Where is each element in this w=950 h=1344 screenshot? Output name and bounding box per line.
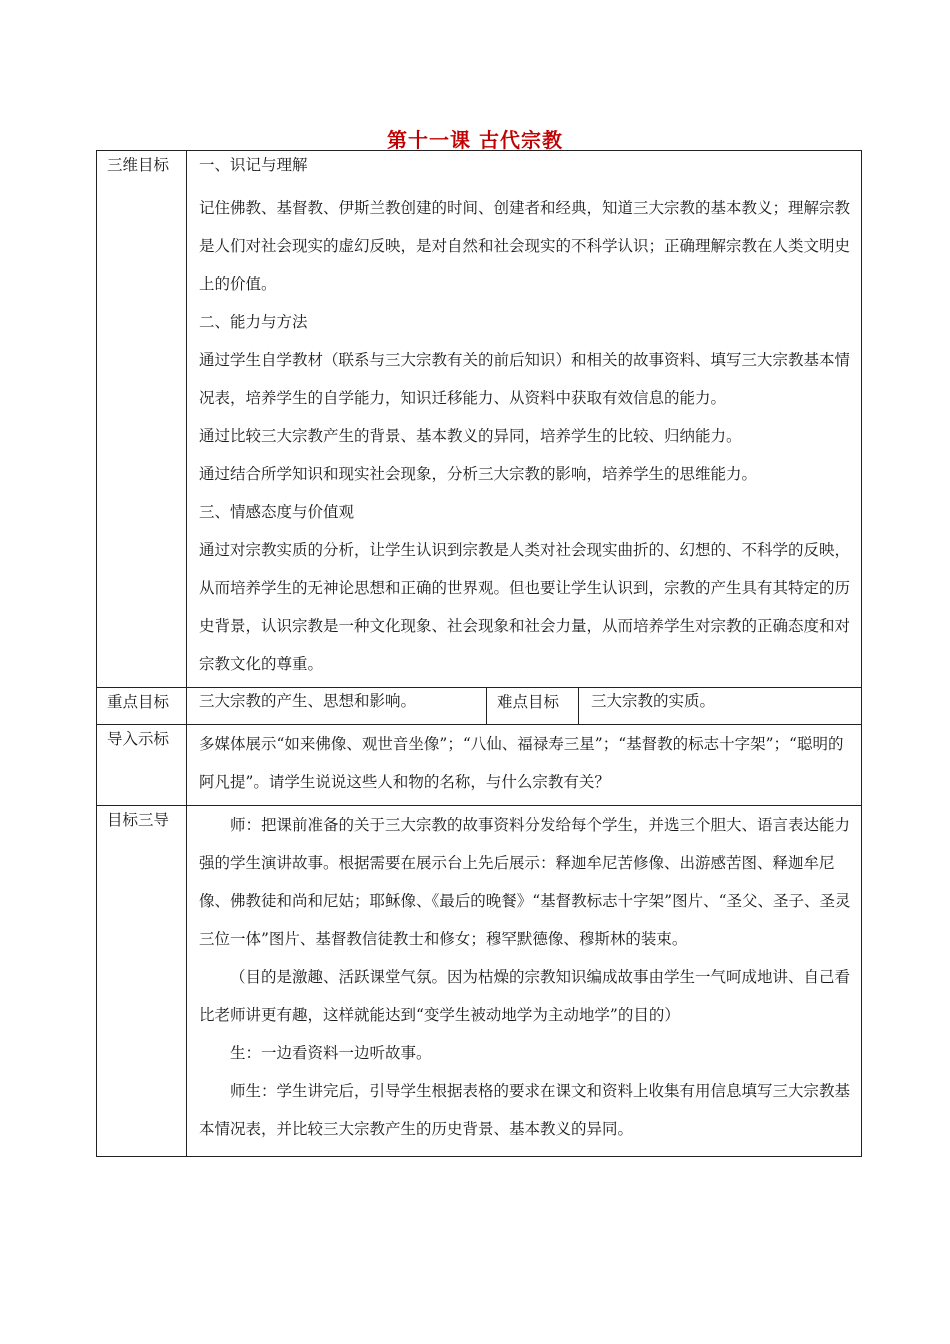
lesson-plan-table bbox=[96, 150, 862, 1157]
goals-paragraph-2c: 通过结合所学知识和现实社会现象，分析三大宗教的影响，培养学生的思维能力。 bbox=[199, 465, 758, 483]
intro-content bbox=[187, 725, 862, 806]
intro-label: 导入示标 bbox=[97, 725, 187, 806]
guide-label: 目标三导 bbox=[97, 806, 187, 1157]
goals-paragraph-3: 通过对宗教实质的分析，让学生认识到宗教是人类对社会现实曲折的、幻想的、不科学的反映，从而培养学生的无神论思想和正确的世界观。但也要让学生认识到，宗教的产生具有其特定的历史背景，认识宗教是一种文化现象、社会现象和社会力量，从而培养学生对宗教的正确态度和对宗教文化的尊重。 bbox=[199, 541, 851, 673]
goals-paragraph-1: 记住佛教、基督教、伊斯兰教创建的时间、创建者和经典，知道三大宗教的基本教义；理解宗教是人们对社会现实的虚幻反映，是对自然和社会现实的不科学认识；正确理解宗教在人类文明史上的价值。 bbox=[199, 199, 851, 293]
goals-heading-1: 一、识记与理解 bbox=[199, 156, 308, 174]
guide-row bbox=[97, 806, 862, 1157]
goals-content bbox=[187, 151, 862, 688]
difficulty-value: 三大宗教的实质。 bbox=[579, 688, 862, 725]
key-value: 三大宗教的产生、思想和影响。 bbox=[187, 688, 487, 725]
difficulty-label: 难点目标 bbox=[487, 688, 579, 725]
goals-label: 三维目标 bbox=[97, 151, 187, 688]
intro-paragraph: 多媒体展示“如来佛像、观世音坐像”；“八仙、福禄寿三星”；“基督教的标志十字架”；“聪明的阿凡提”。请学生说说这些人和物的名称，与什么宗教有关？ bbox=[199, 735, 844, 791]
goals-paragraph-2b: 通过比较三大宗教产生的背景、基本教义的异同，培养学生的比较、归纳能力。 bbox=[199, 427, 742, 445]
key-row bbox=[97, 688, 862, 725]
goals-row bbox=[97, 151, 862, 688]
guide-paragraph-3: 生：一边看资料一边听故事。 bbox=[230, 1044, 432, 1062]
intro-row bbox=[97, 725, 862, 806]
goals-heading-2: 二、能力与方法 bbox=[199, 313, 308, 331]
key-label: 重点目标 bbox=[97, 688, 187, 725]
goals-paragraph-2a: 通过学生自学教材（联系与三大宗教有关的前后知识）和相关的故事资料、填写三大宗教基本情况表，培养学生的自学能力，知识迁移能力、从资料中获取有效信息的能力。 bbox=[199, 351, 851, 407]
goals-heading-3: 三、情感态度与价值观 bbox=[199, 503, 355, 521]
page-title: 第十一课 古代宗教 bbox=[387, 128, 563, 152]
guide-paragraph-4: 师生：学生讲完后，引导学生根据表格的要求在课文和资料上收集有用信息填写三大宗教基本情况表，并比较三大宗教产生的历史背景、基本教义的异同。 bbox=[199, 1082, 851, 1138]
guide-paragraph-2: （目的是激趣、活跃课堂气氛。因为枯燥的宗教知识编成故事由学生一气呵成地讲、自己看比老师讲更有趣，这样就能达到“变学生被动地学为主动地学”的目的） bbox=[199, 968, 851, 1024]
guide-content bbox=[187, 806, 862, 1157]
guide-paragraph-1: 师：把课前准备的关于三大宗教的故事资料分发给每个学生，并选三个胆大、语言表达能力强的学生演讲故事。根据需要在展示台上先后展示：释迦牟尼苦修像、出游感苦图、释迦牟尼像、佛教徒和尚和尼姑；耶稣像、《最后的晚餐》“基督教标志十字架”图片、“圣父、圣子、圣灵三位一体”图片、基督教信徒教士和修女；穆罕默德像、穆斯林的装束。 bbox=[199, 816, 851, 948]
